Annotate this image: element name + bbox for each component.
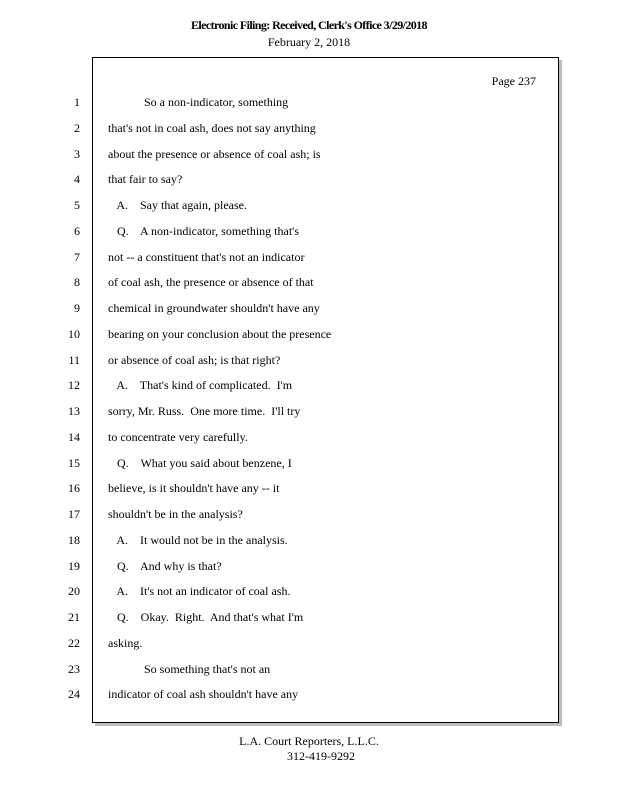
transcript-line-text: A. It would not be in the analysis. bbox=[108, 533, 288, 547]
transcript-line-text: Q. A non-indicator, something that's bbox=[108, 224, 299, 238]
transcript-line-text: So a non-indicator, something bbox=[108, 95, 289, 109]
line-number: 3 bbox=[74, 147, 80, 161]
filing-stamp: Electronic Filing: Received, Clerk's Office 3/29/2018 bbox=[191, 18, 427, 32]
line-number: 12 bbox=[68, 378, 80, 392]
line-number: 17 bbox=[68, 507, 80, 521]
transcript-line-text: Q. And why is that? bbox=[108, 559, 222, 573]
line-number: 13 bbox=[68, 404, 80, 418]
line-number: 14 bbox=[68, 430, 80, 444]
transcript-line-text: believe, is it shouldn't have any -- it bbox=[108, 481, 280, 495]
reporter-company: L.A. Court Reporters, L.L.C. bbox=[239, 734, 379, 748]
line-number: 9 bbox=[74, 301, 80, 315]
transcript-line-text: or absence of coal ash; is that right? bbox=[108, 353, 281, 367]
transcript-line-text: A. That's kind of complicated. I'm bbox=[108, 378, 293, 392]
line-number: 18 bbox=[68, 533, 80, 547]
transcript-line-text: A. Say that again, please. bbox=[108, 198, 247, 212]
line-number: 19 bbox=[68, 559, 80, 573]
line-number: 5 bbox=[74, 198, 80, 212]
line-number: 8 bbox=[74, 275, 80, 289]
line-number: 1 bbox=[74, 95, 80, 109]
line-number: 24 bbox=[68, 687, 80, 701]
transcript-line-text: Q. What you said about benzene, I bbox=[108, 456, 292, 470]
transcript-date: February 2, 2018 bbox=[267, 35, 351, 49]
transcript-line-text: So something that's not an bbox=[108, 662, 271, 676]
transcript-line-text: that fair to say? bbox=[108, 172, 183, 186]
line-number: 11 bbox=[68, 353, 80, 367]
transcript-line-text: indicator of coal ash shouldn't have any bbox=[108, 687, 299, 701]
transcript-line-text: shouldn't be in the analysis? bbox=[108, 507, 243, 521]
transcript-line-text: asking. bbox=[108, 636, 143, 650]
transcript-line-text: Q. Okay. Right. And that's what I'm bbox=[108, 610, 304, 624]
line-number: 23 bbox=[68, 662, 80, 676]
line-number: 2 bbox=[74, 121, 80, 135]
transcript-line-text: sorry, Mr. Russ. One more time. I'll try bbox=[108, 404, 301, 418]
transcript-line-text: about the presence or absence of coal ash; is bbox=[108, 147, 321, 161]
line-number: 6 bbox=[74, 224, 80, 238]
line-number: 15 bbox=[68, 456, 80, 470]
transcript-line-text: that's not in coal ash, does not say anything bbox=[108, 121, 316, 135]
transcript-line-text: to concentrate very carefully. bbox=[108, 430, 248, 444]
transcript-line-text: chemical in groundwater shouldn't have any bbox=[108, 301, 320, 315]
transcript-line-text: not -- a constituent that's not an indicator bbox=[108, 250, 305, 264]
line-number: 20 bbox=[68, 584, 80, 598]
transcript-line-text: bearing on your conclusion about the presence bbox=[108, 327, 332, 341]
reporter-phone: 312-419-9292 bbox=[287, 749, 355, 763]
transcript-line-text: of coal ash, the presence or absence of that bbox=[108, 275, 314, 289]
line-number: 16 bbox=[68, 481, 80, 495]
line-number: 4 bbox=[74, 172, 80, 186]
page-number: Page 237 bbox=[491, 74, 536, 88]
line-number: 7 bbox=[74, 250, 80, 264]
line-number: 21 bbox=[68, 610, 80, 624]
line-number: 22 bbox=[68, 636, 80, 650]
transcript-line-text: A. It's not an indicator of coal ash. bbox=[108, 584, 291, 598]
line-number: 10 bbox=[68, 327, 80, 341]
